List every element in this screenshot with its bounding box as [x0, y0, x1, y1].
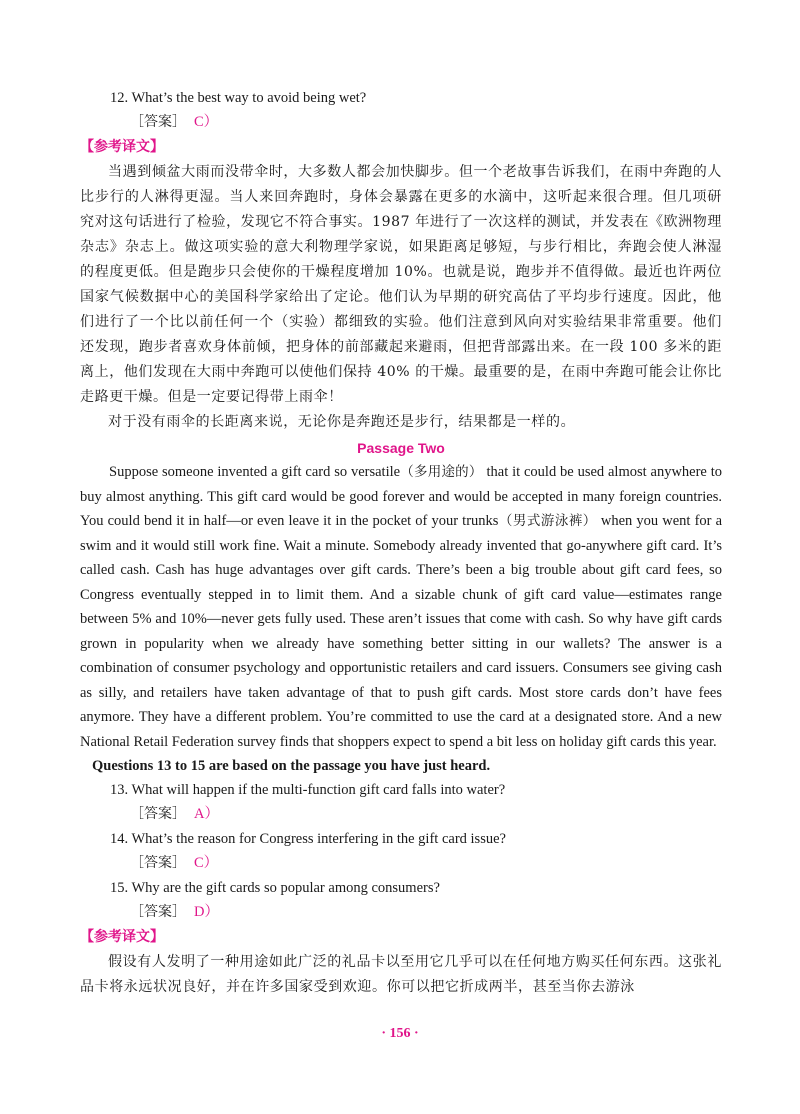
- answer-label: ［答案］: [130, 806, 186, 822]
- question-13: 13. What will happen if the multi-function gift card falls into water?: [110, 782, 506, 798]
- answer-value: C）: [194, 855, 219, 871]
- answer-13: [80, 802, 722, 827]
- translation-paragraph-2: 对于没有雨伞的长距离来说，无论你是奔跑还是步行，结果都是一样的。: [108, 414, 576, 430]
- passage-gloss: （多用途的）: [400, 464, 483, 480]
- answer-15: [80, 900, 722, 925]
- answer-value: A）: [194, 806, 219, 822]
- answer-14: [80, 851, 722, 876]
- questions-heading: Questions 13 to 15 are based on the passage you have just heard.: [92, 758, 491, 774]
- answer-label: ［答案］: [130, 904, 186, 920]
- question-14: 14. What’s the reason for Congress interfering in the gift card issue?: [110, 831, 506, 847]
- answer-value: D）: [194, 904, 219, 920]
- question-12: 12. What’s the best way to avoid being wet?: [110, 90, 367, 106]
- page-content: [80, 86, 722, 1000]
- passage-text: [80, 460, 722, 754]
- passage-segment: when you went for a swim and it would still work fine. Wait a minute. Somebody already invented that go-anywhere gift card. It’s called cash. Cash has huge advantages over gift cards. There’s been a big trouble about gift card fees, so Congress eventually stepped in to limit them. And a sizable chunk of gift card value—estimates range between 5% and 10%—never gets fully used. These aren’t issues that come with cash. So why have gift cards grown in popularity when we already have something better sitting in our wallets? The answer is a combination of consumer psychology and opportunistic retailers and card issuers. Consumers see giving cash as silly, and retailers have taken advantage of that to push gift cards. Most store cards don’t have fees anymore. They have a different problem. You’re committed to use the card at a designated store. And a new National Retail Federation survey finds that shoppers expect to spend a bit less on holiday gift cards this year.: [80, 513, 723, 750]
- question-15: 15. Why are the gift cards so popular among consumers?: [110, 880, 440, 896]
- answer-12: [80, 110, 722, 135]
- passage-segment: that it could be used almost anywhere to buy almost anything. This gift card would be good forever and would be accepted in many foreign countries. You could bend it in half—or even leave it in the pocket of your trunks: [80, 464, 722, 529]
- answer-value: C）: [194, 114, 219, 130]
- translation-paragraph-1: 当遇到倾盆大雨而没带伞时，大多数人都会加快脚步。但一个老故事告诉我们，在雨中奔跑的人比步行的人淋得更湿。当人来回奔跑时，身体会暴露在更多的水滴中，这听起来很合理。但几项研究对这句话进行了检验，发现它不符合事实。1987 年进行了一次这样的测试，并发表在《欧洲物理杂志》杂志上。做这项实验的意大利物理学家说，如果距离足够短，与步行相比，奔跑会使人淋湿的程度更低。但是跑步只会使你的干燥程度增加 10%。也就是说，跑步并不值得做。最近也许两位国家气候数据中心的美国科学家给出了定论。他们认为早期的研究高估了平均步行速度。因此，他们进行了一个比以前任何一个（实验）都细致的实验。他们注意到风向对实验结果非常重要。他们还发现，跑步者喜欢身体前倾，把身体的前部藏起来避雨，但把背部露出来。在一段 100 多米的距离上，他们发现在大雨中奔跑可以使他们保持 40% 的干燥。最重要的是，在雨中奔跑可能会让你比走路更干燥。但是一定要记得带上雨伞！: [80, 164, 722, 405]
- reference-translation-label-2: 【参考译文】: [80, 929, 164, 945]
- translation-paragraph-3: 假设有人发明了一种用途如此广泛的礼品卡以至用它几乎可以在任何地方购买任何东西。这张礼品卡将永远状况良好，并在许多国家受到欢迎。你可以把它折成两半，甚至当你去游泳: [80, 954, 722, 995]
- page-number: · 156 ·: [381, 1026, 419, 1041]
- answer-label: ［答案］: [130, 114, 186, 130]
- passage-segment: Suppose someone invented a gift card so versatile: [109, 464, 401, 480]
- answer-label: ［答案］: [130, 855, 186, 871]
- passage-gloss: （男式游泳裤）: [498, 513, 597, 529]
- passage-title: Passage Two: [357, 440, 445, 456]
- reference-translation-label: 【参考译文】: [80, 139, 164, 155]
